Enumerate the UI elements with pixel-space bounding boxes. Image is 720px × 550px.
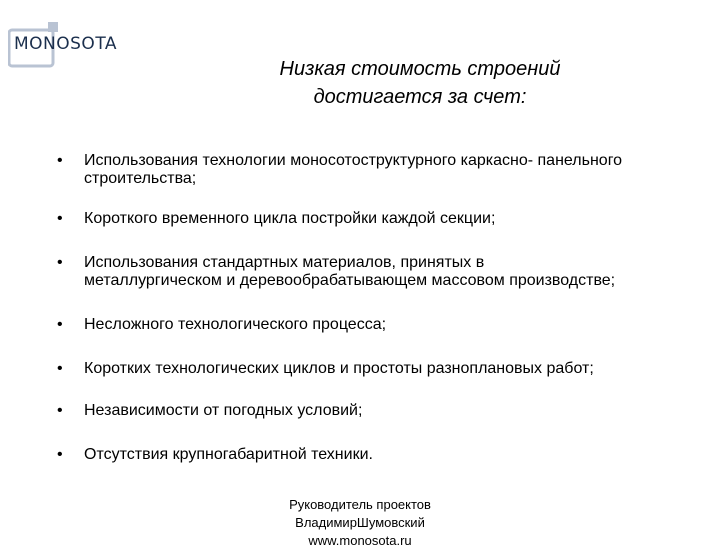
list-item-text <box>84 152 714 188</box>
list-item-text <box>84 316 714 334</box>
title-line-1: Низкая стоимость строений <box>279 58 561 80</box>
list-item-line: Несложного технологического процесса; <box>84 316 387 333</box>
list-item-line: Отсутствия крупногабаритной техники. <box>84 446 373 463</box>
list-item-line: Коротких технологических циклов и простоты разноплановых работ; <box>84 360 594 377</box>
list-item-text <box>84 446 714 464</box>
list-item-line: Использования технологии моносотоструктурного каркасно- панельного <box>84 152 623 169</box>
title-line-2: достигается за счет: <box>313 86 527 108</box>
bullet-icon: • <box>57 402 63 419</box>
page-title <box>200 55 640 111</box>
bullet-icon: • <box>57 360 63 377</box>
list-item-text <box>84 360 714 378</box>
list-item-text <box>84 254 714 290</box>
bullet-icon: • <box>57 446 63 463</box>
bullet-icon: • <box>57 210 63 227</box>
bullet-icon: • <box>57 316 63 333</box>
footer-signature <box>230 496 490 550</box>
footer-role: Руководитель проектов <box>289 497 431 512</box>
logo-text: MONOSOTA <box>14 34 118 54</box>
list-item-text <box>84 210 714 228</box>
footer-website: www.monosota.ru <box>308 533 412 548</box>
bullet-icon: • <box>57 254 63 271</box>
list-item-line: Короткого временного цикла постройки каждой секции; <box>84 210 496 227</box>
list-item-line: строительства; <box>84 170 197 187</box>
list-item-text <box>84 402 714 420</box>
bullet-icon: • <box>57 152 63 169</box>
footer-name: ВладимирШумовский <box>295 515 425 530</box>
list-item-line: Использования стандартных материалов, принятых в <box>84 254 485 271</box>
list-item-line: Независимости от погодных условий; <box>84 402 363 419</box>
logo <box>8 16 138 72</box>
list-item-line: металлургическом и деревообрабатывающем массовом производстве; <box>84 272 616 289</box>
